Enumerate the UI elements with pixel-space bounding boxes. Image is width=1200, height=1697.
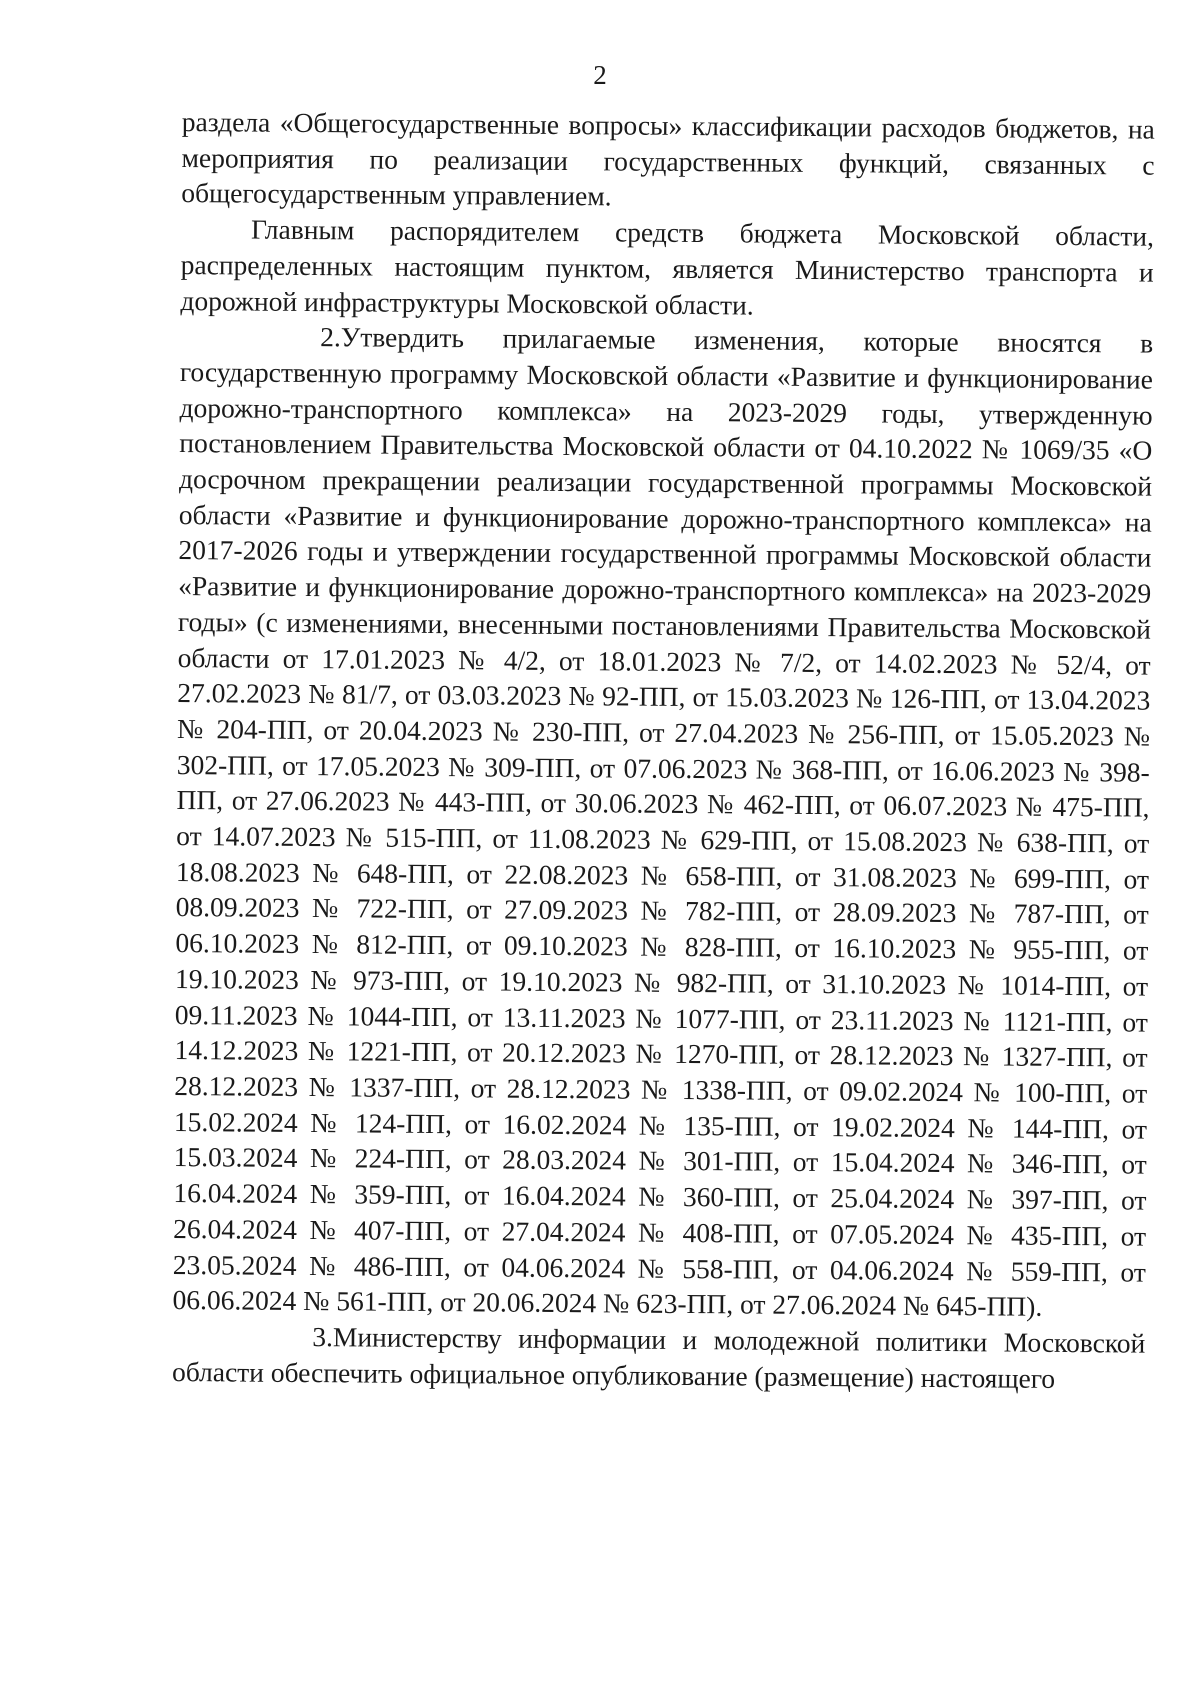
paragraph-item-2: [172, 318, 1153, 1325]
page-number: 2: [593, 60, 607, 90]
item-number-3: 3.: [312, 1320, 334, 1353]
item-3-text: Министерству информации и молодежной политики Московской области обеспечить официальное опубликование (размещение) настоящего: [171, 1321, 1146, 1394]
paragraph-budget-section: раздела «Общегосударственные вопросы» классификации расходов бюджетов, на мероприятия по реализации государственных функций, связанных с общегосударственным управлением.: [181, 105, 1155, 212]
document-body: [172, 104, 1155, 1397]
item-2-text: Утвердить прилагаемые изменения, которые вносятся в государственную программу Московской области «Развитие и функционирование дорожно-транспортного комплекса» на 2023-2029 годы, утвержденную постановлением Правительства Московской области от 04.10.2022 № 1069/35 «О досрочном прекращении реализации государственной программы Московской области «Развитие и функционирование дорожно-транспортного комплекса» на 2017-2026 годы и утверждении государственной программы Московской области «Развитие и функционирование дорожно-транспортного комплекса» на 2023-2029 годы» (с изменениями, внесенными постановлениями Правительства Московской области от 17.01.2023 № 4/2, от 18.01.2023 № 7/2, от 14.02.2023 № 52/4, от 27.02.2023 № 81/7, от 03.03.2023 № 92-ПП, от 15.03.2023 № 126-ПП, от 13.04.2023 № 204-ПП, от 20.04.2023 № 230-ПП, от 27.04.2023 № 256-ПП, от 15.05.2023 № 302-ПП, от 17.05.2023 № 309-ПП, от 07.06.2023 № 368-ПП, от 16.06.2023 № 398-ПП, от 27.06.2023 № 443-ПП, от 30.06.2023 № 462-ПП, от 06.07.2023 № 475-ПП, от 14.07.2023 № 515-ПП, от 11.08.2023 № 629-ПП, от 15.08.2023 № 638-ПП, от 18.08.2023 № 648-ПП, от 22.08.2023 № 658-ПП, от 31.08.2023 № 699-ПП, от 08.09.2023 № 722-ПП, от 27.09.2023 № 782-ПП, от 28.09.2023 № 787-ПП, от 06.10.2023 № 812-ПП, от 09.10.2023 № 828-ПП, от 16.10.2023 № 955-ПП, от 19.10.2023 № 973-ПП, от 19.10.2023 № 982-ПП, от 31.10.2023 № 1014-ПП, от 09.11.2023 № 1044-ПП, от 13.11.2023 № 1077-ПП, от 23.11.2023 № 1121-ПП, от 14.12.2023 № 1221-ПП, от 20.12.2023 № 1270-ПП, от 28.12.2023 № 1327-ПП, от 28.12.2023 № 1337-ПП, от 28.12.2023 № 1338-ПП, от 09.02.2024 № 100-ПП, от 15.02.2024 № 124-ПП, от 16.02.2024 № 135-ПП, от 19.02.2024 № 144-ПП, от 15.03.2024 № 224-ПП, от 28.03.2024 № 301-ПП, от 15.04.2024 № 346-ПП, от 16.04.2024 № 359-ПП, от 16.04.2024 № 360-ПП, от 25.04.2024 № 397-ПП, от 26.04.2024 № 407-ПП, от 27.04.2024 № 408-ПП, от 07.05.2024 № 435-ПП, от 23.05.2024 № 486-ПП, от 04.06.2024 № 558-ПП, от 04.06.2024 № 559-ПП, от 06.06.2024 № 561-ПП, от 20.06.2024 № 623-ПП, от 27.06.2024 № 645-ПП).: [172, 321, 1154, 1322]
paragraph-item-3: [172, 1318, 1146, 1397]
item-number-2: 2.: [320, 321, 341, 353]
paragraph-chief-administrator: Главным распорядителем средств бюджета Московской области, распределенных настоящим пунктом, является Министерство транспорта и дорожной инфраструктуры Московской области.: [180, 213, 1155, 321]
